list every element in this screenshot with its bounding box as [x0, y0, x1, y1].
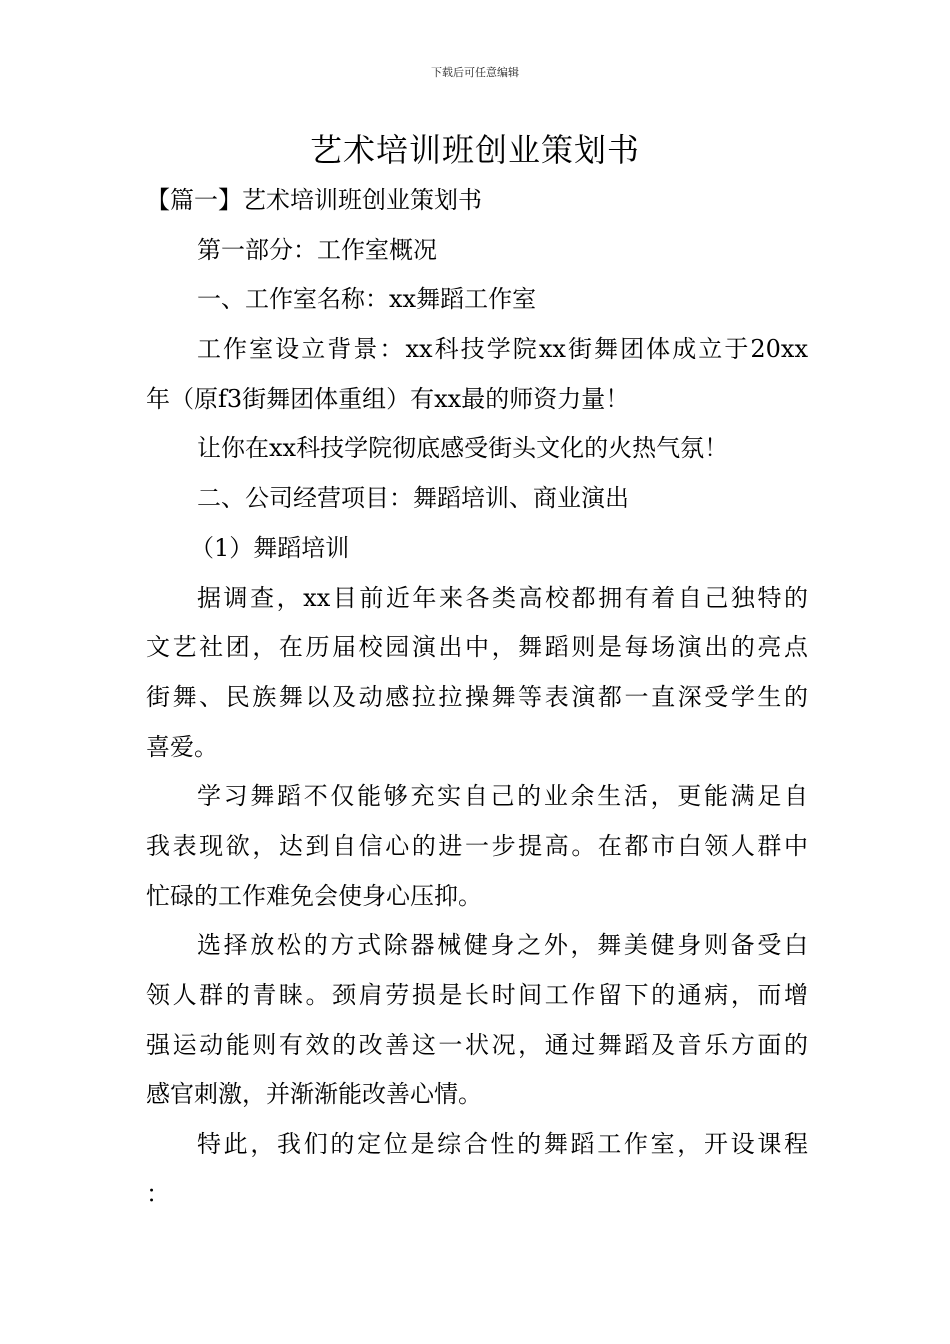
paragraph-line: 感官刺激，并渐渐能改善心情。 [146, 1080, 482, 1109]
paragraph-line: 文艺社团，在历届校园演出中，舞蹈则是每场演出的亮点 [146, 633, 808, 662]
section-heading: 【篇一】艺术培训班创业策划书 [146, 186, 482, 214]
paragraph-line: 喜爱。 [146, 732, 218, 761]
business-items-line: 二、公司经营项目：舞蹈培训、商业演出 [197, 484, 629, 513]
part-heading: 第一部分：工作室概况 [197, 235, 437, 264]
paragraph-line: 工作室设立背景：xx科技学院xx街舞团体成立于20xx [197, 335, 808, 364]
paragraph-line: 特此，我们的定位是综合性的舞蹈工作室，开设课程 [197, 1130, 808, 1159]
paragraph-line: 街舞、民族舞以及动感拉拉操舞等表演都一直深受学生的 [146, 682, 808, 711]
paragraph-line: 让你在xx科技学院彻底感受街头文化的火热气氛！ [197, 434, 729, 463]
paragraph-line: 强运动能则有效的改善这一状况，通过舞蹈及音乐方面的 [146, 1030, 808, 1059]
paragraph-line: 年（原f3街舞团体重组）有xx最的师资力量！ [146, 384, 630, 413]
paragraph-line: 据调查，xx目前近年来各类高校都拥有着自己独特的 [197, 583, 808, 612]
document-body [146, 176, 808, 1219]
paragraph-line: 选择放松的方式除器械健身之外，舞美健身则备受白 [197, 931, 808, 960]
subsection-heading: （1）舞蹈培训 [190, 533, 350, 562]
paragraph-line: 忙碌的工作难免会使身心压抑。 [146, 881, 482, 910]
studio-name-line: 一、工作室名称：xx舞蹈工作室 [197, 285, 537, 314]
paragraph-line: 我表现欲，达到自信心的进一步提高。在都市白领人群中 [146, 831, 808, 860]
paragraph-line: 领人群的青睐。颈肩劳损是长时间工作留下的通病，而增 [146, 981, 808, 1009]
page-header-note: 下载后可任意编辑 [431, 66, 519, 79]
paragraph-line: ： [146, 1179, 170, 1208]
paragraph-line: 学习舞蹈不仅能够充实自己的业余生活，更能满足自 [197, 782, 808, 811]
document-title: 艺术培训班创业策划书 [309, 131, 640, 169]
